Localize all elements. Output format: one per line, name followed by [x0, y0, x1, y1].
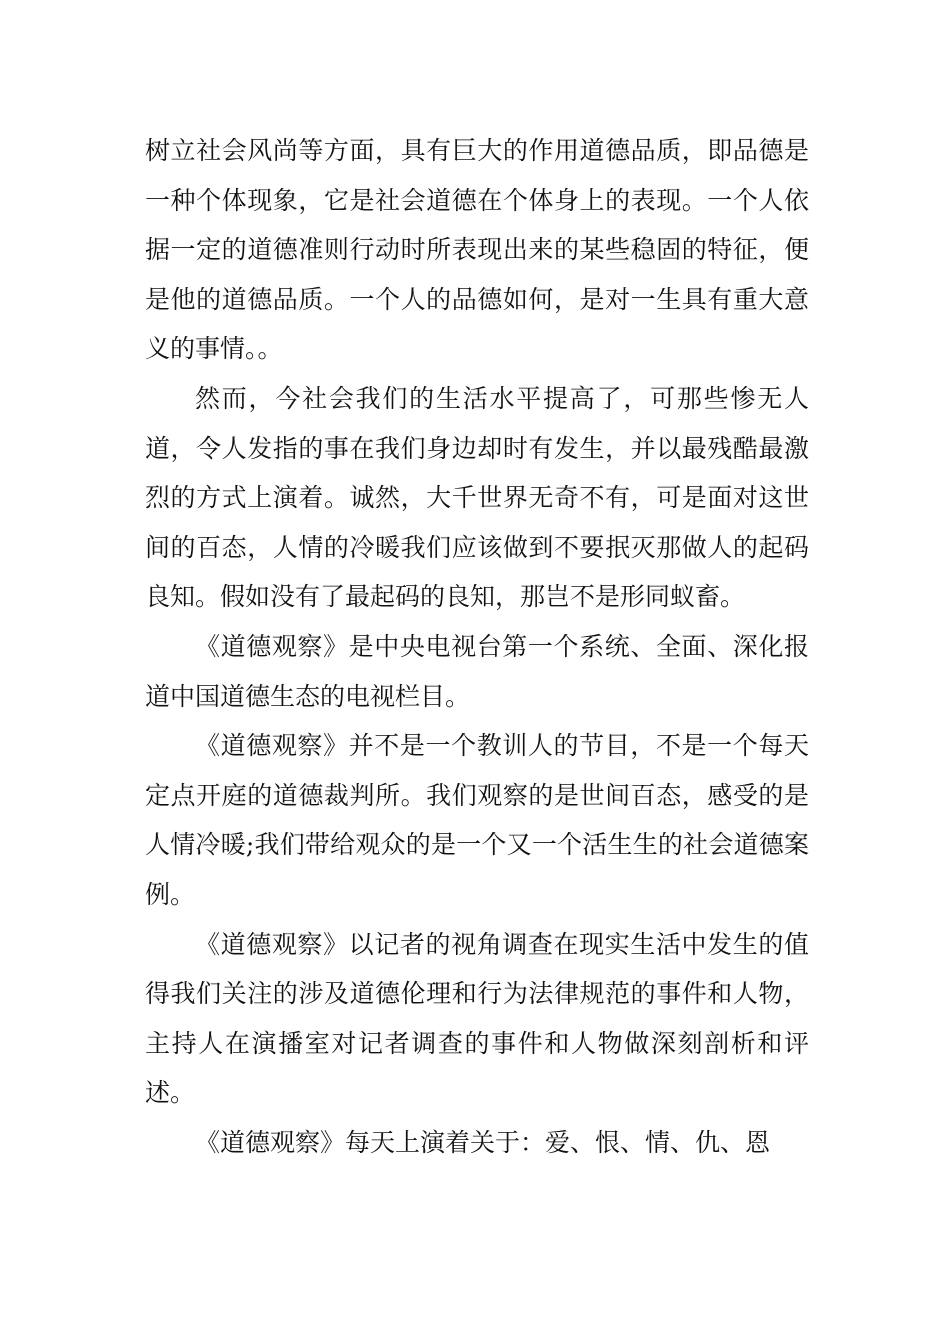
- paragraph: 《道德观察》并不是一个教训人的节目，不是一个每天定点开庭的道德裁判所。我们观察的是世间百态，感受的是人情冷暖;我们带给观众的是一个又一个活生生的社会道德案例。: [145, 731, 809, 909]
- paragraph: 然而，今社会我们的生活水平提高了，可那些惨无人道，令人发指的事在我们身边却时有发生，并以最残酷最激烈的方式上演着。诚然，大千世界无奇不有，可是面对这世间的百态，人情的冷暖我们应该做到不要抿灭那做人的起码良知。假如没有了最起码的良知，那岂不是形同蚁畜。: [145, 383, 809, 612]
- paragraph-continuation: 树立社会风尚等方面，具有巨大的作用道德品质，即品德是一种个体现象，它是社会道德在个体身上的表现。一个人依据一定的道德准则行动时所表现出来的某些稳固的特征，便是他的道德品质。一个人的品德如何，是对一生具有重大意义的事情。。: [145, 136, 809, 364]
- paragraph: 《道德观察》是中央电视台第一个系统、全面、深化报道中国道德生态的电视栏目。: [145, 631, 809, 711]
- paragraph: 《道德观察》以记者的视角调查在现实生活中发生的值得我们关注的涉及道德伦理和行为法律规范的事件和人物，主持人在演播室对记者调查的事件和人物做深刻剖析和评述。: [145, 929, 809, 1108]
- paragraph: 《道德观察》每天上演着关于：爱、恨、情、仇、恩: [195, 1127, 771, 1157]
- body-text: [145, 126, 809, 1167]
